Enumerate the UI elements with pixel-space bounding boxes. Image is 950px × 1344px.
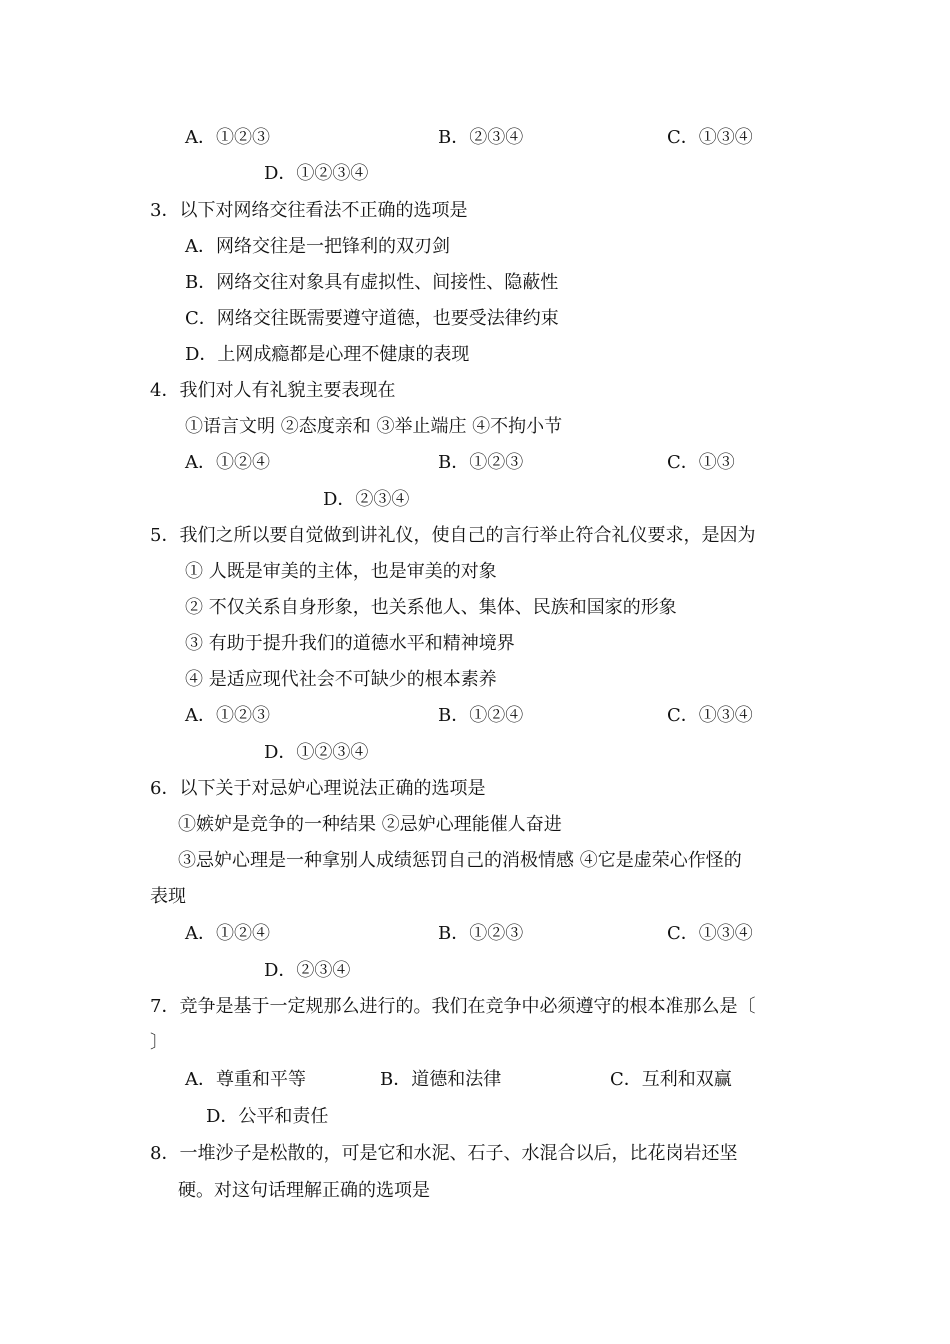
q6-option-d: D．②③④ [264, 960, 351, 981]
q5-stem: 5．我们之所以要自觉做到讲礼仪，使自己的言行举止符合礼仪要求，是因为 [150, 525, 756, 546]
q5-item-4: ④ 是适应现代社会不可缺少的根本素养 [185, 669, 497, 690]
q2-option-b: B．②③④ [438, 127, 524, 148]
q3-stem: 3．以下对网络交往看法不正确的选项是 [150, 200, 468, 221]
q5-option-b: B．①②④ [438, 705, 524, 726]
q4-option-c: C．①③ [667, 452, 735, 473]
q5-item-3: ③ 有助于提升我们的道德水平和精神境界 [185, 633, 515, 654]
q7-stem-line-2: 〕 [150, 1032, 168, 1053]
q2-option-a: A．①②③ [185, 127, 270, 148]
q6-option-b: B．①②③ [438, 923, 524, 944]
q4-option-d: D．②③④ [323, 489, 410, 510]
q7-stem-line-1: 7．竞争是基于一定规那么进行的。我们在竞争中必须遵守的根本准那么是〔 [150, 996, 756, 1017]
q6-items-line-3: 表现 [150, 886, 186, 907]
q4-option-a: A．①②④ [185, 452, 270, 473]
q5-item-1: ① 人既是审美的主体，也是审美的对象 [185, 561, 497, 582]
q7-option-a: A．尊重和平等 [185, 1069, 306, 1090]
q8-stem-line-1: 8．一堆沙子是松散的，可是它和水泥、石子、水混合以后，比花岗岩还坚 [150, 1143, 738, 1164]
q4-items: ①语言文明 ②态度亲和 ③举止端庄 ④不拘小节 [185, 416, 563, 437]
q2-option-c: C．①③④ [667, 127, 753, 148]
q3-option-a: A．网络交往是一把锋利的双刃剑 [185, 236, 450, 257]
q3-option-b: B．网络交往对象具有虚拟性、间接性、隐蔽性 [185, 272, 559, 293]
q7-option-b: B．道德和法律 [380, 1069, 502, 1090]
q6-items-line-1: ①嫉妒是竞争的一种结果 ②忌妒心理能催人奋进 [178, 814, 562, 835]
q6-stem: 6．以下关于对忌妒心理说法正确的选项是 [150, 778, 486, 799]
q5-option-a: A．①②③ [185, 705, 270, 726]
q7-option-c: C．互利和双赢 [610, 1069, 732, 1090]
q3-option-d: D．上网成瘾都是心理不健康的表现 [185, 344, 470, 365]
q5-option-d: D．①②③④ [264, 742, 369, 763]
q5-option-c: C．①③④ [667, 705, 753, 726]
q7-option-d: D．公平和责任 [206, 1106, 329, 1127]
q8-stem-line-2: 硬。对这句话理解正确的选项是 [178, 1180, 430, 1201]
q2-option-d: D．①②③④ [264, 163, 369, 184]
q6-items-line-2: ③忌妒心理是一种拿别人成绩惩罚自己的消极情感 ④它是虚荣心作怪的 [178, 850, 742, 871]
q6-option-a: A．①②④ [185, 923, 270, 944]
q4-stem: 4．我们对人有礼貌主要表现在 [150, 380, 396, 401]
q6-option-c: C．①③④ [667, 923, 753, 944]
q4-option-b: B．①②③ [438, 452, 524, 473]
q5-item-2: ② 不仅关系自身形象，也关系他人、集体、民族和国家的形象 [185, 597, 677, 618]
q3-option-c: C．网络交往既需要遵守道德，也要受法律约束 [185, 308, 559, 329]
